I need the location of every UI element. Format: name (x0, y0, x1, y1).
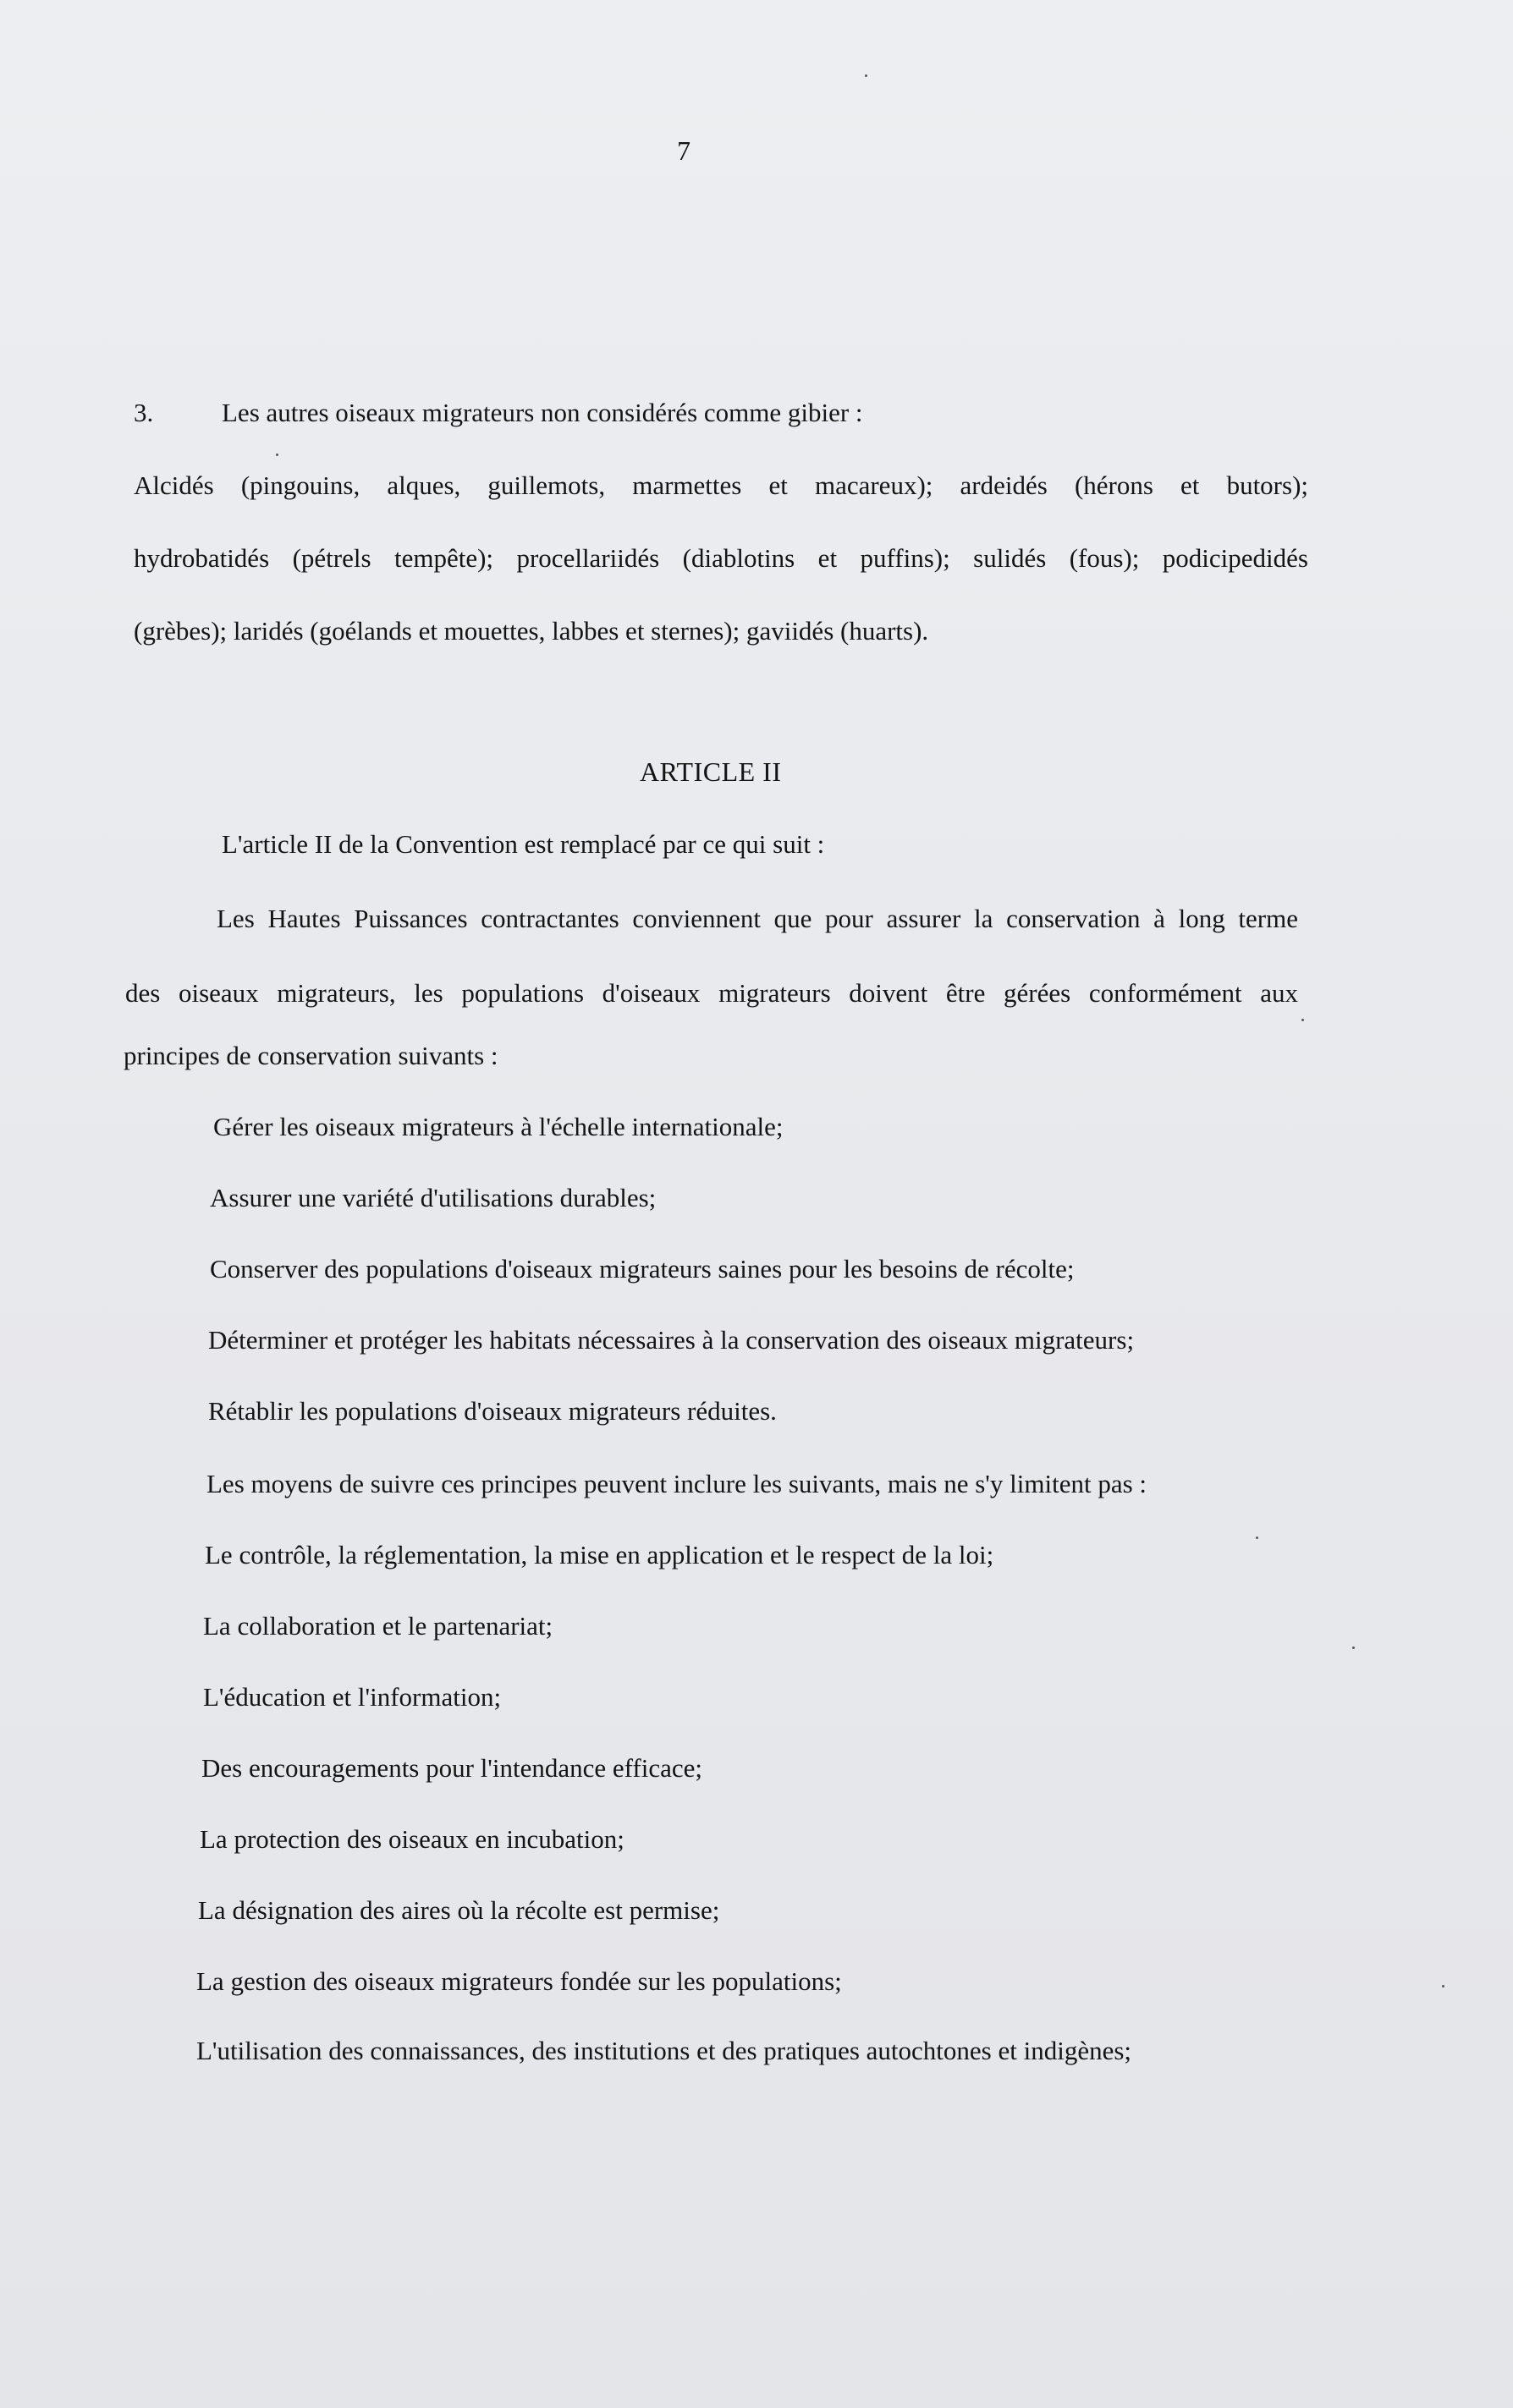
section-3-body-line: Alcidés (pingouins, alques, guillemots, marmettes et macareux); ardeidés (hérons et butors); (134, 470, 1308, 500)
principle-item: Conserver des populations d'oiseaux migrateurs saines pour les besoins de récolte; (210, 1254, 1075, 1284)
scan-speck (1352, 1647, 1355, 1649)
means-item: La désignation des aires où la récolte est permise; (198, 1895, 720, 1925)
means-item: La collaboration et le partenariat; (203, 1611, 553, 1641)
scan-speck (1256, 1537, 1258, 1539)
scan-speck (276, 454, 278, 456)
section-3-body-line: hydrobatidés (pétrels tempête); procellariidés (diablotins et puffins); sulidés (fous); podicipedidés (134, 543, 1308, 573)
principle-item: Rétablir les populations d'oiseaux migrateurs réduites. (208, 1396, 777, 1426)
article-paragraph-line: des oiseaux migrateurs, les populations d'oiseaux migrateurs doivent être gérées conformément aux (125, 978, 1298, 1008)
article-paragraph-line: Les Hautes Puissances contractantes conviennent que pour assurer la conservation à long terme (217, 904, 1298, 933)
principle-item: Assurer une variété d'utilisations durables; (210, 1183, 657, 1212)
page-number: 7 (677, 135, 690, 166)
means-item: L'éducation et l'information; (203, 1682, 502, 1712)
article-heading: ARTICLE II (640, 756, 782, 787)
means-item: La gestion des oiseaux migrateurs fondée sur les populations; (196, 1966, 842, 1996)
section-title: Les autres oiseaux migrateurs non considérés comme gibier : (222, 398, 863, 427)
principle-item: Déterminer et protéger les habitats nécessaires à la conservation des oiseaux migrateurs; (208, 1325, 1135, 1355)
scan-speck (1301, 1019, 1304, 1021)
means-intro: Les moyens de suivre ces principes peuvent inclure les suivants, mais ne s'y limitent pas : (206, 1469, 1147, 1498)
section-number: 3. (134, 398, 154, 427)
article-paragraph-line: principes de conservation suivants : (124, 1041, 498, 1070)
article-intro: L'article II de la Convention est remplacé par ce qui suit : (222, 829, 825, 859)
means-item: La protection des oiseaux en incubation; (200, 1824, 624, 1854)
scan-speck (865, 74, 867, 77)
section-3-title-line (134, 398, 863, 428)
scan-speck (1442, 1985, 1444, 1987)
principle-item: Gérer les oiseaux migrateurs à l'échelle internationale; (213, 1112, 784, 1141)
means-item: Le contrôle, la réglementation, la mise en application et le respect de la loi; (205, 1540, 994, 1570)
means-item: L'utilisation des connaissances, des institutions et des pratiques autochtones et indigènes; (196, 2036, 1132, 2065)
means-item: Des encouragements pour l'intendance efficace; (201, 1753, 703, 1783)
section-3-body-line: (grèbes); laridés (goélands et mouettes, labbes et sternes); gaviidés (huarts). (134, 616, 929, 646)
